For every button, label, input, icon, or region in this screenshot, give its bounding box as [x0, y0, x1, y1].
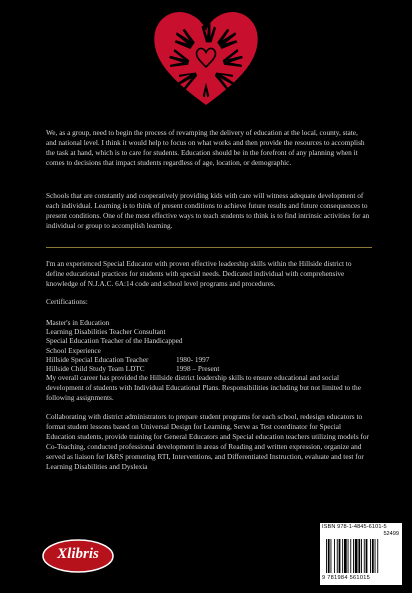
learning-paragraph: Schools that are constantly and cooperatively providing kids with care will witness adequate development of each individual. Learning is to think of present conditions to achieve future results and future consequences to present conditions. One of the most effective ways to teach students to think is to find intrinsic activities for an individual or group to accomplish learning.: [46, 191, 370, 231]
certification-years: 1998 – Present: [176, 364, 220, 374]
certification-title: Learning Disabilities Teacher Consultant: [46, 327, 166, 337]
certification-item: [46, 364, 370, 373]
certification-item: [46, 336, 370, 345]
barcode-icon: [326, 539, 398, 573]
responsibilities-paragraph: Collaborating with district administrators to prepare student programs for each school, redesign educators to format student lessons based on Universal Design for Learning, Serve as Test coordinator for Special Education students, provide training for General Educators and Special education teachers utilizing models for Co-Teaching, conducted professional development in areas of Reading and written expression, organize and served as liaison for I&RS promoting RTI, Interventions, and Differentiated Instruction, evaluate and test for Learning Disabilities and Dyslexia: [46, 412, 369, 472]
author-bio-paragraph: I'm an experienced Special Educator with proven effective leadership skills within the Hillside district to define educational practices for students with special needs. Dedicated individual with comprehensive knowledge of N.J.A.C. 6A:14 code and school level programs and procedures.: [46, 259, 352, 289]
intro-paragraph: We, as a group, need to begin the process of revamping the delivery of education at the local, county, state, and national level. I think it would help to focus on what works and then provide the resources to accomplish the task at hand, which is to care for students. Education should be in the forefront of any planning when it comes to decisions that impact students regardless of age, location, or demographic.: [46, 128, 365, 168]
certification-title: Hillside Special Education Teacher: [46, 354, 149, 364]
certification-title: Hillside Child Study Team LDTC: [46, 364, 145, 374]
price-code: 52499: [383, 531, 399, 537]
isbn-barcode-block: [320, 523, 402, 585]
certification-title: Special Education Teacher of the Handicapped: [46, 336, 183, 346]
certification-item: [46, 355, 370, 364]
barcode-digits: 9 781984 561015: [322, 575, 371, 581]
certifications-heading: Certifications:: [46, 297, 88, 306]
heart-of-hands-icon: [150, 2, 262, 114]
certification-item: [46, 346, 370, 355]
certification-title: Master's in Education: [46, 318, 110, 327]
certification-item: [46, 327, 370, 336]
certification-title: School Experience: [46, 345, 101, 355]
career-paragraph: My overall career has provided the Hillside district leadership skills to ensure educational and social development of students with Individual Educational Plans. Responsibilities including but not limited to the following assignments.: [46, 373, 361, 403]
certification-item: [46, 318, 370, 327]
certifications-list: [46, 318, 370, 373]
isbn-label: ISBN 978-1-4845-6101-5: [322, 524, 387, 530]
publisher-name: Xlibris: [57, 546, 99, 562]
certification-years: 1980- 1997: [176, 354, 210, 364]
section-divider: [46, 247, 372, 248]
